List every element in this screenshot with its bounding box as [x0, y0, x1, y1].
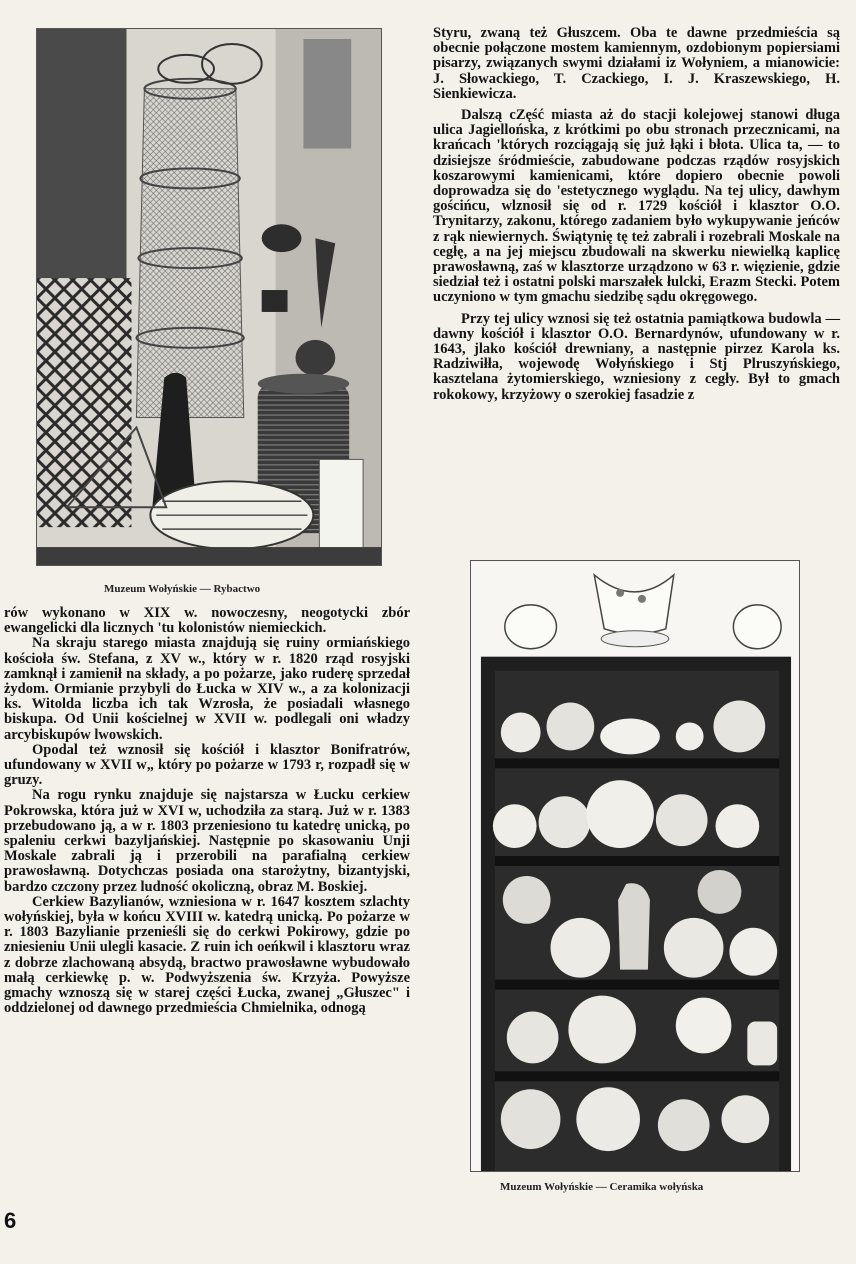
fishing-photo-caption: Muzeum Wołyńskie — Rybactwo [104, 583, 261, 595]
paragraph: Na skraju starego miasta znajdują się ruiny ormiańskiego kościoła św. Stefana, z XV w., który w r. 1820 rząd rosyjski zamknął i zamienił na składy, a po pożarze, jako ruderę sprzedał żydom. Ormianie przybyli do Łucka w XIV w., a za kolonizacji ks. Witolda liczba ich tak Wzrosła, że posiadali własnego biskupa. Od Unii kościelnej w XVII w. podlegali oni władzy arcybiskupów lwowskich. [4, 635, 410, 743]
paragraph: rów wykonano w XIX w. nowoczesny, neogotycki zbór ewangelicki dla licznych 'tu kolonistów niemieckich. [4, 605, 410, 637]
fishing-gear-photo-icon [37, 29, 381, 565]
ceramics-photo-caption: Muzeum Wołyńskie — Ceramika wołyńska [500, 1181, 704, 1193]
paragraph: Na rogu rynku znajduje się najstarsza w Łucku cerkiew Pokrowska, która już w XVI w, uchodziła za starą. Już w r. 1383 przebudowano ją, a w r. 1803 przeniesiono tu katedrę unicką, po spaleniu cerkwi bazyljańskiej. Następnie po skasowaniu Unji Moskale zabrali ją i przerobili na parafialną cerkiew prawosławną. Dotychczas posiada ona starożytny, bizantyjski, bardzo czczony przez ludność okoliczną, obraz M. Boskiej. [4, 787, 410, 895]
paragraph: Dalszą cZęść miasta aż do stacji kolejowej stanowi długa ulica Jagiellońska, z krótkimi po obu stronach przecznicami, na krańcach 'których rozciągają się już łąki i błota. Ulica ta, — to dzisiejsze śródmieście, zabudowane podczas rządów rosyjskich koszarowymi kamienicami, które dopiero obecnie powoli doprowadza się do 'estetycznego wyglądu. Na tej ulicy, dawhym gościńcu, wlznosił się od r. 1729 kościół i klasztor O.O. Trynitarzy, zakonu, którego zadaniem było wykupywanie jeńców z rąk niewiernych. Świątynię tę też zabrali i rozebrali Moskale na cegłę, a na jej miejscu zbudowali na skwerku niewielką kaplicę prawosławną, zaś w klasztorze urządzono w 63 r. więzienie, gdzie siedział też i ostatni polski marszałek łulcki, Erazm Stecki. Potem uczyniono w tym gmachu siedzibę sądu okręgowego. [433, 107, 840, 306]
left-text-column [4, 606, 410, 1016]
page-number: 6 [4, 1208, 17, 1233]
paragraph: Cerkiew Bazylianów, wzniesiona w r. 1647 kosztem szlachty wołyńskiej, była w końcu XVIII w. katedrą unicką. Po pożarze w r. 1803 Bazylianie przenieśli się do cerkwi Pokirowy, gdzie po zniesieniu Unii ulegli kasacie. Z ruin ich oeńkwil i klasztoru wraz z dobrze zlachowaną absydą, bractwo prawosławne wybudowało małą cerkiewkę p. w. Podwyższenia św. Krzyża. Powyższe gmachy wznoszą się w starej części Łucka, zwanej „Głuszec" i oddzielonej od dawnego przedmieścia Chmielnika, odnogą [4, 893, 410, 1017]
ceramics-cabinet-photo-icon [471, 561, 799, 1171]
paragraph: Styru, zwaną też Głuszcem. Oba te dawne przedmieścia są obecnie połączone mostem kamiennym, ozdobionym popiersiami pisarzy, związanych swymi działami iz Wołyniem, a mianowicie: J. Słowackiego, T. Czackiego, I. J. Kraszewskiego, H. Sienkiewicza. [433, 25, 840, 102]
paragraph: Przy tej ulicy wznosi się też ostatnia pamiątkowa budowla — dawny kościół i klasztor O.O. Bernardynów, ufundowany w r. 1643, jlako kościół drewniany, a następnie pirzez Karola ks. Radziwiłła, wojewodę Wołyńskiego i Stj Plruszyńskiego, kasztelana żytomierskiego, wzniesiony z cegły. Był to gmach rokokowy, krzyżowy o szerokiej fasadzie z [433, 310, 840, 403]
paragraph: Opodal też wznosił się kościół i klasztor Bonifratrów, ufundowany w XVII w„ który po pożarze w 1793 r, rozpadł się w gruzy. [4, 741, 410, 789]
fishing-museum-photo [36, 28, 382, 566]
right-text-column [433, 26, 840, 403]
ceramics-museum-photo [470, 560, 800, 1172]
